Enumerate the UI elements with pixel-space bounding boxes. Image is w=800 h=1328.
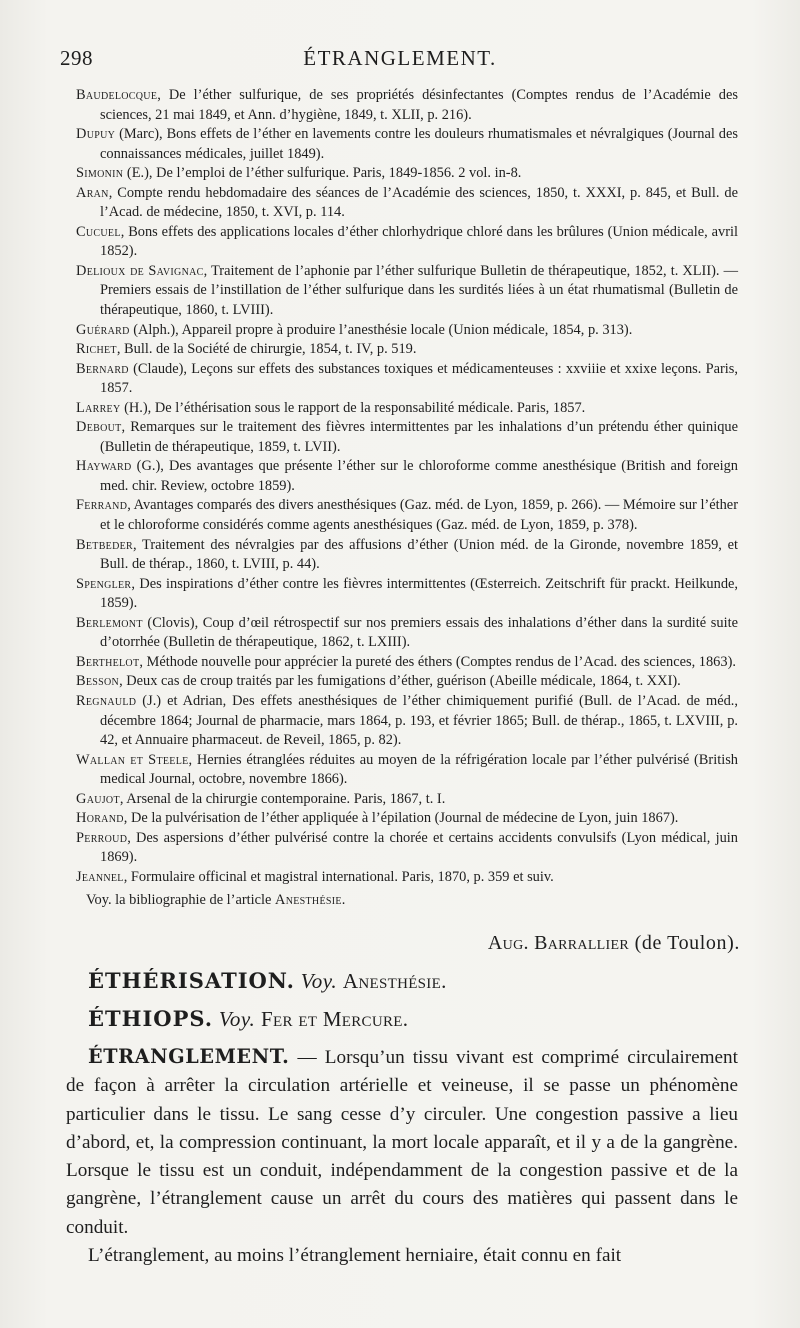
bib-entry [76,164,738,184]
bib-author: Perroud [76,829,128,846]
bib-text: , Remarques sur le traitement des fièvres intermittentes par les inhalations d’un prétendu éther quinique (Bulletin de thérapeutique, 1859, t. LVII). [100,419,738,455]
bib-author: Bernard [76,360,129,377]
bib-author: Cucuel [76,223,121,240]
bib-text: (E.), De l’emploi de l’éther sulfurique. Paris, 1849-1856. 2 vol. in-8. [123,165,522,182]
bib-entry [76,418,738,457]
see-also-text: Voy. la bibliographie de l’article [86,892,276,909]
bib-entry [76,614,738,653]
article-body [66,1043,738,1270]
bib-author: Betbeder [76,536,133,553]
signature-place: (de Toulon). [628,932,740,954]
bib-entry [76,86,738,125]
bib-author: Wallan et Steele [76,751,189,768]
bib-text: , Bons effets des applications locales d’éther chlorhydrique chloré dans les brûlures (Union médicale, avril 1852). [100,223,738,260]
signature-name: Aug. Barrallier [487,932,629,954]
see-label: Voy. [294,969,343,993]
bib-text: , Arsenal de la chirurgie contemporaine. Paris, 1867, t. I. [119,790,446,807]
bib-text: (Marc), Bons effets de l’éther en lavements contre les douleurs rhumatismales et névralgiques (Journal des connaissances médicales, juillet 1849). [100,126,738,162]
bib-text: (H.), De l’éthérisation sous le rapport de la responsabilité médicale. Paris, 1857. [120,399,586,416]
bib-author: Simonin [76,165,124,182]
bib-author: Richet [76,341,117,358]
bib-entry [76,829,738,868]
entry-heading-ethiops [88,1006,408,1032]
bib-author: Regnauld [76,692,137,709]
bib-entry [76,868,738,888]
bib-author: Ferrand [76,497,128,514]
bib-author: Debout [76,419,122,436]
bib-text: , Des inspirations d’éther contre les fièvres intermittentes (Œsterreich. Zeitschrift für prackt. Heilkunde, 1859). [100,575,738,612]
bib-text: , Compte rendu hebdomadaire des séances de l’Académie des sciences, 1850, t. XXXI, p. 845, et Bull. de l’Acad. de médecine, 1850, t. XVI, p. 114. [100,184,738,221]
bib-text: , Avantages comparés des divers anesthésiques (Gaz. méd. de Lyon, 1859, p. 266). — Mémoire sur l’éther et le chloroforme considérés comme agents anesthésiques (Gaz. méd. de Lyon, 1859, p. 378). [100,497,738,534]
bib-text: (G.), Des avantages que présente l’éther sur le chloroforme comme anesthésique (British and foreign med. chir. Review, octobre 1859). [100,458,738,494]
bib-author: Gaujot [76,790,120,807]
bib-text: , Traitement des névralgies par des affusions d’éther (Union méd. de la Gironde, novembre 1859, et Bull. de thérap., 1860, t. LVIII, p. 44). [100,536,738,573]
bib-entry [76,653,738,673]
page-number: 298 [60,46,93,70]
bib-author: Berlemont [76,614,143,631]
bib-text: (Alph.), Appareil propre à produire l’anesthésie locale (Union médicale, 1854, p. 313). [129,321,633,338]
bib-entry [76,340,738,360]
bib-author: Besson [76,673,120,690]
bib-text: , Bull. de la Société de chirurgie, 1854, t. IV, p. 519. [116,341,417,358]
bib-author: Horand [76,810,124,827]
see-also-ref: Anesthésie. [275,892,346,909]
bib-author: Berthelot [76,653,140,670]
bib-entry [76,457,738,496]
headword: ÉTRANGLEMENT. [88,1045,290,1068]
bib-author: Larrey [76,399,121,416]
bib-entry [76,536,738,575]
see-label: Voy. [213,1007,262,1031]
headword: ÉTHIOPS. [88,1006,214,1031]
bib-author: Baudelocque [76,87,158,103]
running-header [60,46,740,76]
bib-author: Guérard [76,321,130,338]
bib-entry [76,223,738,262]
bib-entry [76,496,738,535]
paragraph-text: — Lorsqu’un tissu vivant est comprimé circulairement de façon à arrêter la circulation artérielle et veineuse, il se passe un phénomène particulier dans le tissu. Le sang cesse d’y circuler. Une congestion passive a lieu d’abord, et, la compression continuant, la mort locale apparaît, et il y a de la gangrène. Lorsque le tissu est un conduit, indépendamment de la congestion passive et de la gangrène, l’étranglement cause un arrêt du cours des matières qui passent dans le conduit. [66,1047,738,1238]
entry-heading-etherisation [88,968,447,994]
bib-text: , Formulaire officinal et magistral international. Paris, 1870, p. 359 et suiv. [123,868,554,885]
bib-text: , Traitement de l’aphonie par l’éther sulfurique Bulletin de thérapeutique, 1852, t. XLII). — Premiers essais de l’instillation de l’éther sulfurique dans les surdités liées à un état rhumatismal (Bulletin de thérapeutique, 1860, t. LVIII). [100,262,738,319]
bib-entry [76,184,738,223]
bib-author: Delioux de Savignac [76,262,204,279]
bib-entry [76,125,738,164]
bib-text: , Des aspersions d’éther pulvérisé contre la chorée et certains accidents convulsifs (Lyon médical, juin 1869). [100,829,738,866]
bib-text: , Deux cas de croup traités par les fumigations d’éther, guérison (Abeille médicale, 1864, t. XXI). [119,673,681,690]
cross-ref: Fer et Mercure. [261,1007,409,1031]
bib-entry [76,809,738,829]
bib-entry [76,262,738,321]
see-also-line [86,891,738,911]
bib-author: Spengler [76,575,132,592]
bib-entry [76,751,738,790]
bib-entry [76,321,738,341]
bib-entry [76,399,738,419]
bib-text: (J.) et Adrian, Des effets anesthésiques de l’éther chimiquement purifié (Bull. de l’Acad. de méd., décembre 1864; Journal de pharmacie, mars 1864, p. 193, et février 1865; Bull. de thérap., 1865, t. LXVIII, p. 42, et Annuaire pharmaceut. de Reveil, 1865, p. 82). [100,692,738,749]
bibliography [76,86,738,911]
bib-author: Dupuy [76,126,116,143]
bib-text: (Clovis), Coup d’œil rétrospectif sur nos premiers essais des inhalations d’éther dans la surdité suite d’otorrhée (Bulletin de thérapeutique, 1862, t. LXIII). [100,614,738,651]
bib-text: (Claude), Leçons sur effets des substances toxiques et médicamenteuses : xxviiie et xxixe leçons. Paris, 1857. [100,360,738,397]
running-title: ÉTRANGLEMENT. [303,46,497,70]
bib-entry [76,692,738,751]
headword: ÉTHÉRISATION. [88,968,295,993]
bib-entry [76,790,738,810]
bib-author: Hayward [76,458,132,475]
bib-author: Jeannel [76,868,124,885]
bib-text: , Hernies étranglées réduites au moyen de la réfrigération locale par l’éther pulvérisé (British medical Journal, octobre, novembre 1866). [100,751,738,788]
bib-text: , Méthode nouvelle pour apprécier la pureté des éthers (Comptes rendus de l’Acad. des sciences, 1863). [139,653,736,670]
article-paragraph: L’étranglement, au moins l’étranglement herniaire, était connu en fait [88,1245,622,1267]
bib-entry [76,672,738,692]
cross-ref: Anesthésie. [342,969,447,993]
bib-entry [76,360,738,399]
bib-author: Aran [76,184,109,201]
article-paragraph [66,1043,738,1242]
author-signature [440,932,740,955]
bib-entry [76,575,738,614]
bib-text: , De l’éther sulfurique, de ses propriétés désinfectantes (Comptes rendus de l’Académie des sciences, 21 mai 1849, et Ann. d’hygiène, 1849, t. XLII, p. 216). [100,87,738,123]
bib-text: , De la pulvérisation de l’éther appliquée à l’épilation (Journal de médecine de Lyon, juin 1867). [123,810,679,827]
